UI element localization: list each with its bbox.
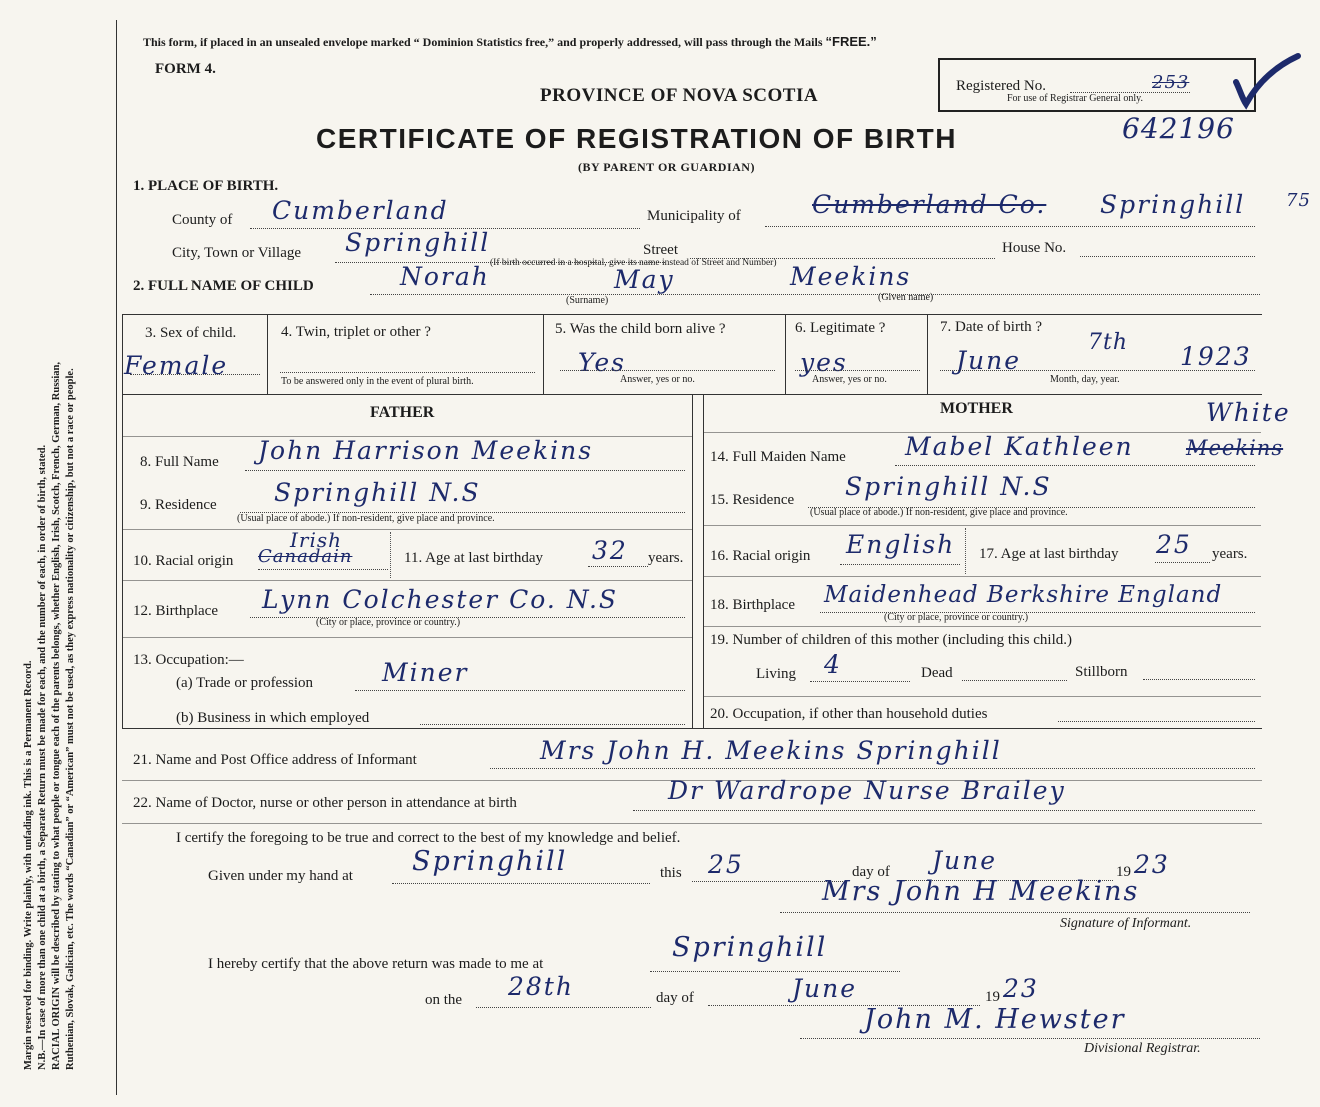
municipality-extra: 75 <box>1286 190 1311 211</box>
row-left-rule <box>122 314 123 394</box>
municipality-label: Municipality of <box>647 208 741 224</box>
municipality-struck: Cumberland Co. <box>812 190 1047 219</box>
city-value: Springhill <box>345 228 491 257</box>
mail-notice-text: This form, if placed in an unsealed envelope marked “ Dominion Statistics free,” and properly addressed, will pass through the Mails <box>143 35 823 49</box>
mother-age-line <box>1155 562 1210 563</box>
municipality-value: Springhill <box>1100 190 1246 219</box>
stillborn-line <box>1143 679 1255 680</box>
living-line <box>810 681 910 682</box>
mother-residence-value: Springhill N.S <box>845 472 1052 501</box>
father-name-value: John Harrison Meekins <box>258 436 594 465</box>
twin-label: 4. Twin, triplet or other ? <box>281 324 431 340</box>
mother-rule-4 <box>703 626 1261 627</box>
margin-instructions <box>22 30 78 1070</box>
mother-children-label: 19. Number of children of this mother (including this child.) <box>710 632 1073 648</box>
father-race-value: Irish <box>290 528 343 552</box>
informant-signature-caption: Signature of Informant. <box>1060 916 1192 931</box>
father-residence-value: Springhill N.S <box>274 478 481 507</box>
form-number: FORM 4. <box>155 61 216 77</box>
father-occupation-label: 13. Occupation:— <box>133 652 244 668</box>
mail-notice <box>143 34 877 50</box>
parents-bottom-rule <box>122 728 1262 729</box>
mother-race-label: 16. Racial origin <box>710 548 811 564</box>
county-value: Cumberland <box>272 196 449 225</box>
informant-label: 21. Name and Post Office address of Informant <box>133 752 417 768</box>
registrar-year-prefix: 19 <box>985 989 1000 1005</box>
day-of-label: day of <box>852 864 890 880</box>
mother-race-value: English <box>846 530 956 559</box>
sex-line <box>130 374 260 375</box>
mother-heading: MOTHER <box>940 400 1013 417</box>
given-place-value: Springhill <box>412 846 568 877</box>
on-the-label: on the <box>425 992 463 1008</box>
registrar-year-value: 23 <box>1003 974 1039 1003</box>
registered-struck-number: 253 <box>1152 72 1190 93</box>
alive-note: Answer, yes or no. <box>620 374 695 385</box>
dob-month: June <box>956 346 1022 375</box>
registrar-signature: John M. Hewster <box>864 1004 1126 1035</box>
binding-margin-rule <box>116 20 117 1095</box>
street-label: Street <box>643 242 678 258</box>
mother-name-value: Mabel Kathleen <box>905 432 1134 461</box>
father-birthplace-note: (City or place, province or country.) <box>316 617 461 628</box>
father-rule-4 <box>122 637 692 638</box>
registered-note: For use of Registrar General only. <box>1007 93 1143 104</box>
house-no-line <box>1080 256 1255 257</box>
row-divider-1 <box>267 314 268 394</box>
legitimate-value: yes <box>800 348 848 377</box>
child-last-name: Meekins <box>790 262 912 291</box>
registrar-month-value: June <box>792 974 858 1003</box>
informant-signature: Mrs John H Meekins <box>822 876 1140 907</box>
father-age-label: 11. Age at last birthday <box>404 550 543 566</box>
row-top-rule <box>122 314 1262 315</box>
mother-name-line <box>895 465 1255 466</box>
registrar-day-line <box>476 1007 651 1008</box>
mother-birthplace-value: Maidenhead Berkshire England <box>824 582 1223 608</box>
mother-name-label: 14. Full Maiden Name <box>710 449 846 465</box>
alive-line <box>560 370 775 371</box>
alive-value: Yes <box>578 348 626 377</box>
father-trade-line <box>355 690 685 691</box>
mother-name-added: White <box>1206 398 1291 427</box>
father-rule-3 <box>122 580 692 581</box>
living-label: Living <box>756 666 796 682</box>
father-age-value: 32 <box>592 536 628 565</box>
given-name-note: (Given name) <box>878 292 934 303</box>
house-no-label: House No. <box>1002 240 1067 256</box>
father-age-line <box>588 566 648 567</box>
mother-race-divider <box>965 528 966 574</box>
mother-rule-3 <box>703 576 1261 577</box>
father-residence-label: 9. Residence <box>140 497 217 513</box>
row-divider-4 <box>927 314 928 394</box>
given-under-label: Given under my hand at <box>208 868 353 884</box>
given-month-value: June <box>932 846 998 875</box>
living-value: 4 <box>824 650 842 679</box>
father-business-line <box>420 724 685 725</box>
father-race-struck: Canadain <box>258 546 353 567</box>
margin-line-4: Ruthenian, Slovak, Galician, etc. The words “Canadian” or “American” must not be used, as they express nationality or citizenship, but not a race or people. <box>65 368 76 1070</box>
page-subtitle: (BY PARENT OR GUARDIAN) <box>578 160 755 174</box>
row-divider-2 <box>543 314 544 394</box>
given-year-prefix: 19 <box>1116 864 1131 880</box>
dob-note: Month, day, year. <box>1050 374 1120 385</box>
informant-value: Mrs John H. Meekins Springhill <box>540 736 1002 765</box>
legitimate-line <box>795 370 920 371</box>
child-name-line <box>370 294 1260 295</box>
legitimate-note: Answer, yes or no. <box>812 374 887 385</box>
mother-race-line <box>840 564 960 565</box>
given-day-value: 25 <box>708 850 744 879</box>
dead-label: Dead <box>921 665 953 681</box>
registered-number: 642196 <box>1122 112 1235 145</box>
dead-line <box>962 680 1067 681</box>
twin-line <box>280 372 535 373</box>
father-heading: FATHER <box>370 404 435 421</box>
twin-note: To be answered only in the event of plural birth. <box>281 376 474 387</box>
mother-birthplace-label: 18. Birthplace <box>710 597 795 613</box>
informant-line <box>490 768 1255 769</box>
father-race-label: 10. Racial origin <box>133 553 234 569</box>
father-trade-label: (a) Trade or profession <box>176 675 314 691</box>
dob-year: 1923 <box>1180 342 1252 371</box>
margin-line-1: Margin reserved for binding. Write plainly, with unfading ink. This is a Permanent Record. <box>23 660 34 1070</box>
father-right-rule <box>692 394 693 728</box>
registrar-caption: Divisional Registrar. <box>1084 1041 1201 1056</box>
surname-note: (Surname) <box>566 295 609 306</box>
legitimate-label: 6. Legitimate ? <box>795 320 886 336</box>
mother-rule-2 <box>703 525 1261 526</box>
informant-signature-line <box>780 912 1250 913</box>
registrar-statement: I hereby certify that the above return was made to me at <box>208 956 544 972</box>
place-heading: 1. PLACE OF BIRTH. <box>133 178 279 194</box>
given-place-line <box>392 883 650 884</box>
mother-age-label: 17. Age at last birthday <box>979 546 1119 562</box>
mother-rule-5 <box>703 696 1261 697</box>
father-name-line <box>245 470 685 471</box>
father-residence-note: (Usual place of abode.) If non-resident, give place and province. <box>237 513 495 524</box>
certify-statement: I certify the foregoing to be true and correct to the best of my knowledge and belief. <box>176 830 681 846</box>
mother-age-value: 25 <box>1156 530 1192 559</box>
dob-day: 7th <box>1088 330 1129 355</box>
mother-name-struck: Meekins <box>1186 436 1284 460</box>
father-race-line <box>258 569 388 570</box>
registrar-signature-line <box>800 1038 1260 1039</box>
margin-line-2: N.B.—In case of more than one child at a birth, a Separate Return must be made for each, and the number of each, in order of birth, stated. <box>37 444 48 1070</box>
mail-notice-free: “FREE.” <box>825 34 877 49</box>
doctor-value: Dr Wardrope Nurse Brailey <box>668 776 1066 805</box>
sex-label: 3. Sex of child. <box>145 325 237 341</box>
child-name-label: 2. FULL NAME OF CHILD <box>133 278 314 294</box>
registrar-day-of-label: day of <box>656 990 694 1006</box>
alive-label: 5. Was the child born alive ? <box>555 321 726 337</box>
registered-label: Registered No. <box>956 78 1046 94</box>
child-first-name: Norah <box>400 262 490 291</box>
father-age-years: years. <box>648 550 684 566</box>
mother-age-years: years. <box>1212 546 1248 562</box>
this-label: this <box>660 865 682 881</box>
registrar-day-value: 28th <box>508 972 574 1001</box>
mother-residence-note: (Usual place of abode.) If non-resident, give place and province. <box>810 507 1068 518</box>
father-birthplace-label: 12. Birthplace <box>133 603 218 619</box>
municipality-line <box>765 226 1255 227</box>
father-business-label: (b) Business in which employed <box>176 710 370 726</box>
checkmark-icon <box>1232 52 1302 112</box>
county-label: County of <box>172 212 233 228</box>
stillborn-label: Stillborn <box>1075 664 1128 680</box>
sex-value: Female <box>124 351 229 380</box>
father-name-label: 8. Full Name <box>140 454 219 470</box>
street-note: (If birth occurred in a hospital, give its name instead of Street and Number) <box>490 258 777 268</box>
doctor-line <box>633 810 1255 811</box>
father-race-divider <box>390 532 391 578</box>
father-birthplace-value: Lynn Colchester Co. N.S <box>262 585 619 614</box>
margin-line-3: RACIAL ORIGIN will be described by stating to what people or tongue each of the parents belongs, whether English, Irish, Scotch, French, German, Russian, <box>51 361 62 1070</box>
mother-residence-label: 15. Residence <box>710 492 795 508</box>
given-year-value: 23 <box>1134 850 1170 879</box>
doctor-label: 22. Name of Doctor, nurse or other person in attendance at birth <box>133 795 517 811</box>
mother-occupation-line <box>1058 721 1255 722</box>
mother-left-rule <box>703 394 704 728</box>
registrar-place-value: Springhill <box>672 932 828 963</box>
father-rule-2 <box>122 529 692 530</box>
mother-occupation-label: 20. Occupation, if other than household duties <box>710 706 988 722</box>
child-middle-name: May <box>614 265 675 294</box>
province-heading: PROVINCE OF NOVA SCOTIA <box>540 85 819 106</box>
dob-label: 7. Date of birth ? <box>940 319 1043 335</box>
city-label: City, Town or Village <box>172 245 302 261</box>
father-trade-value: Miner <box>382 658 469 687</box>
mother-birthplace-note: (City or place, province or country.) <box>884 612 1029 623</box>
doctor-rule <box>122 823 1262 824</box>
page-title: CERTIFICATE OF REGISTRATION OF BIRTH <box>316 123 957 154</box>
father-left-rule <box>122 394 123 728</box>
dob-line <box>940 370 1255 371</box>
row-divider-3 <box>785 314 786 394</box>
registrar-place-line <box>650 971 900 972</box>
